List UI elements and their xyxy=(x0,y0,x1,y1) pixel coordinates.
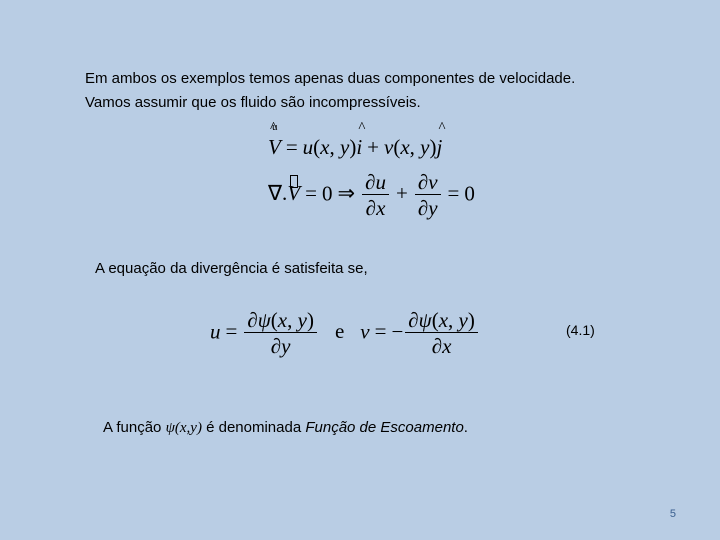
equation-number: (4.1) xyxy=(566,322,595,338)
page-number: 5 xyxy=(669,508,676,520)
definition-middle: é denominada xyxy=(201,419,306,436)
definition-prefix: A função xyxy=(103,419,166,436)
intro-line-2: Vamos assumir que os fluido são incompressíveis. xyxy=(85,94,421,111)
stream-function-definition xyxy=(103,417,468,439)
definition-term: Função de Escoamento xyxy=(305,419,464,436)
stream-function-equations: u = $\frac{\partial\psi(x, y)}{\partial y}$ e v = − $\frac{\partial\psi(x, y)}{\partial x}$ xyxy=(210,308,480,359)
intro-line-1: Em ambos os exemplos temos apenas duas componentes de velocidade. xyxy=(85,70,576,87)
psi-symbol: ψ(x,y) xyxy=(165,420,202,436)
definition-suffix: . xyxy=(463,419,468,436)
divergence-statement: A equação da divergência é satisfeita se, xyxy=(95,260,368,277)
divergence-equation: ∇.V = 0 ⇒ $\frac{\partial u}{\partial x}$ + $\frac{\partial v}{\partial y}$ = 0 xyxy=(268,170,475,220)
velocity-equation: ^ V u = u(x, y)^ i + v(x, y)^ j xyxy=(268,135,442,160)
